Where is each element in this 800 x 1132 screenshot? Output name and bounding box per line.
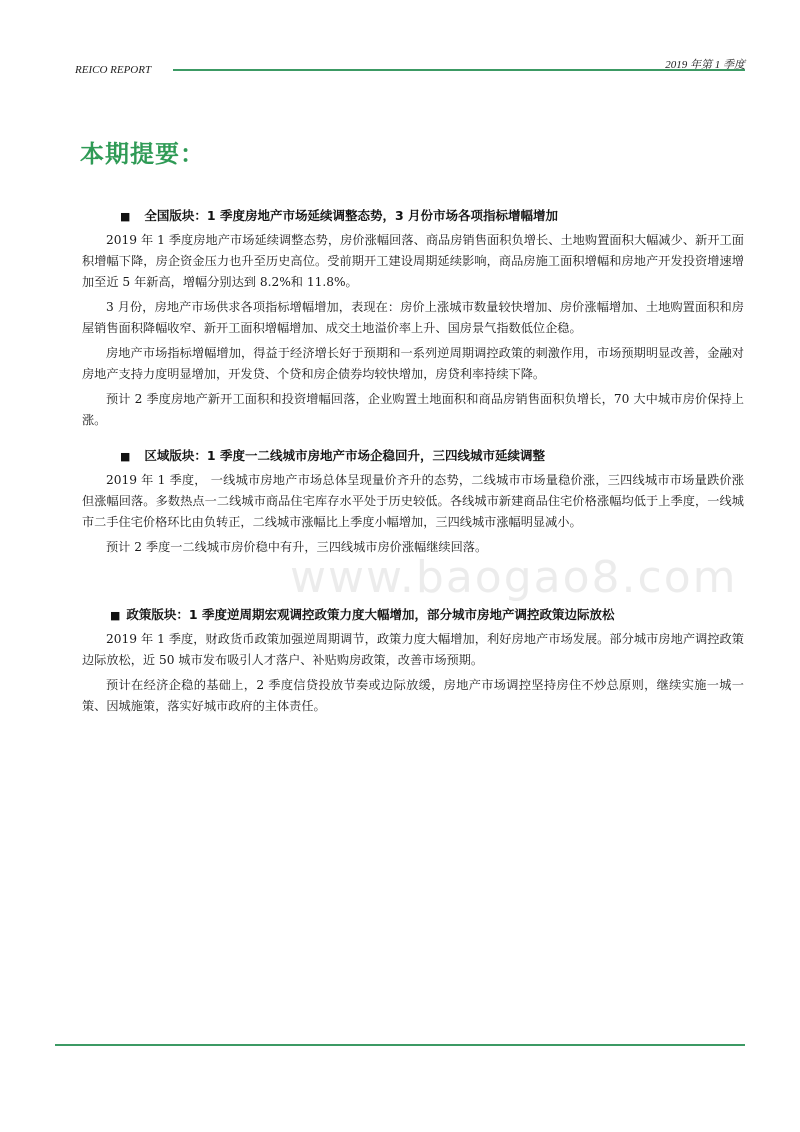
paragraph: 2019 年 1 季度， 一线城市房地产市场总体呈现量价齐升的态势，二线城市市场量稳价涨，三四线城市市场量跌价涨但涨幅回落。多数热点一二线城市商品住宅库存水平处于历史较低。各线城市新建商品住宅价格涨幅均低于上季度，一线城市二手住宅价格环比由负转正，二线城市涨幅比上季度小幅增加，三四线城市涨幅明显减小。 xyxy=(82,473,744,529)
report-period: 2019 年第 1 季度 xyxy=(665,59,745,71)
square-bullet-icon: ■ xyxy=(110,609,121,622)
square-bullet-icon: ■ xyxy=(120,450,131,463)
section-heading xyxy=(82,206,744,224)
paragraph: 3 月份，房地产市场供求各项指标增幅增加，表现在：房价上涨城市数量较快增加、房价涨幅增加、土地购置面积和房屋销售面积降幅收窄、新开工面积增幅增加、成交土地溢价率上升、国房景气指数低位企稳。 xyxy=(82,300,744,335)
watermark: www.baogao8.com xyxy=(290,552,738,603)
section-heading-text: 政策版块：1 季度逆周期宏观调控政策力度大幅增加，部分城市房地产调控政策边际放松 xyxy=(126,607,615,622)
header-rule xyxy=(173,69,745,71)
section-heading xyxy=(82,446,744,464)
page-header xyxy=(75,59,745,82)
paragraph: 预计 2 季度一二线城市房价稳中有升，三四线城市房价涨幅继续回落。 xyxy=(106,540,488,554)
footer-rule xyxy=(55,1044,745,1046)
paragraph: 2019 年 1 季度房地产市场延续调整态势，房价涨幅回落、商品房销售面积负增长、土地购置面积大幅减少、新开工面积增幅下降，房企资金压力也升至历史高位。受前期开工建设周期延续影响，商品房施工面积增幅和房地产开发投资增速增加至近 5 年新高，增幅分别达到 8.2%和 11.8%。 xyxy=(82,233,744,289)
paragraph: 2019 年 1 季度，财政货币政策加强逆周期调节，政策力度大幅增加，利好房地产市场发展。部分城市房地产调控政策边际放松，近 50 城市发布吸引人才落户、补贴购房政策，改善市场预期。 xyxy=(82,632,744,667)
section-heading xyxy=(82,605,744,623)
section-national xyxy=(82,206,744,435)
paragraph: 房地产市场指标增幅增加，得益于经济增长好于预期和一系列逆周期调控政策的刺激作用，市场预期明显改善，金融对房地产支持力度明显增加，开发贷、个贷和房企债券均较快增加，房贷利率持续下降。 xyxy=(82,346,744,381)
report-brand: REICO REPORT xyxy=(75,64,152,76)
page-title: 本期提要： xyxy=(80,140,205,168)
section-heading-text: 区域版块：1 季度一二线城市房地产市场企稳回升，三四线城市延续调整 xyxy=(144,448,545,463)
square-bullet-icon: ■ xyxy=(120,210,131,223)
section-heading-text: 全国版块：1 季度房地产市场延续调整态势，3 月份市场各项指标增幅增加 xyxy=(144,208,559,223)
section-policy xyxy=(82,605,744,721)
paragraph: 预计在经济企稳的基础上，2 季度信贷投放节奏或边际放缓，房地产市场调控坚持房住不炒总原则，继续实施一城一策、因城施策，落实好城市政府的主体责任。 xyxy=(82,678,744,713)
section-regional xyxy=(82,446,744,562)
paragraph: 预计 2 季度房地产新开工面积和投资增幅回落，企业购置土地面积和商品房销售面积负增长，70 大中城市房价保持上涨。 xyxy=(82,392,744,427)
